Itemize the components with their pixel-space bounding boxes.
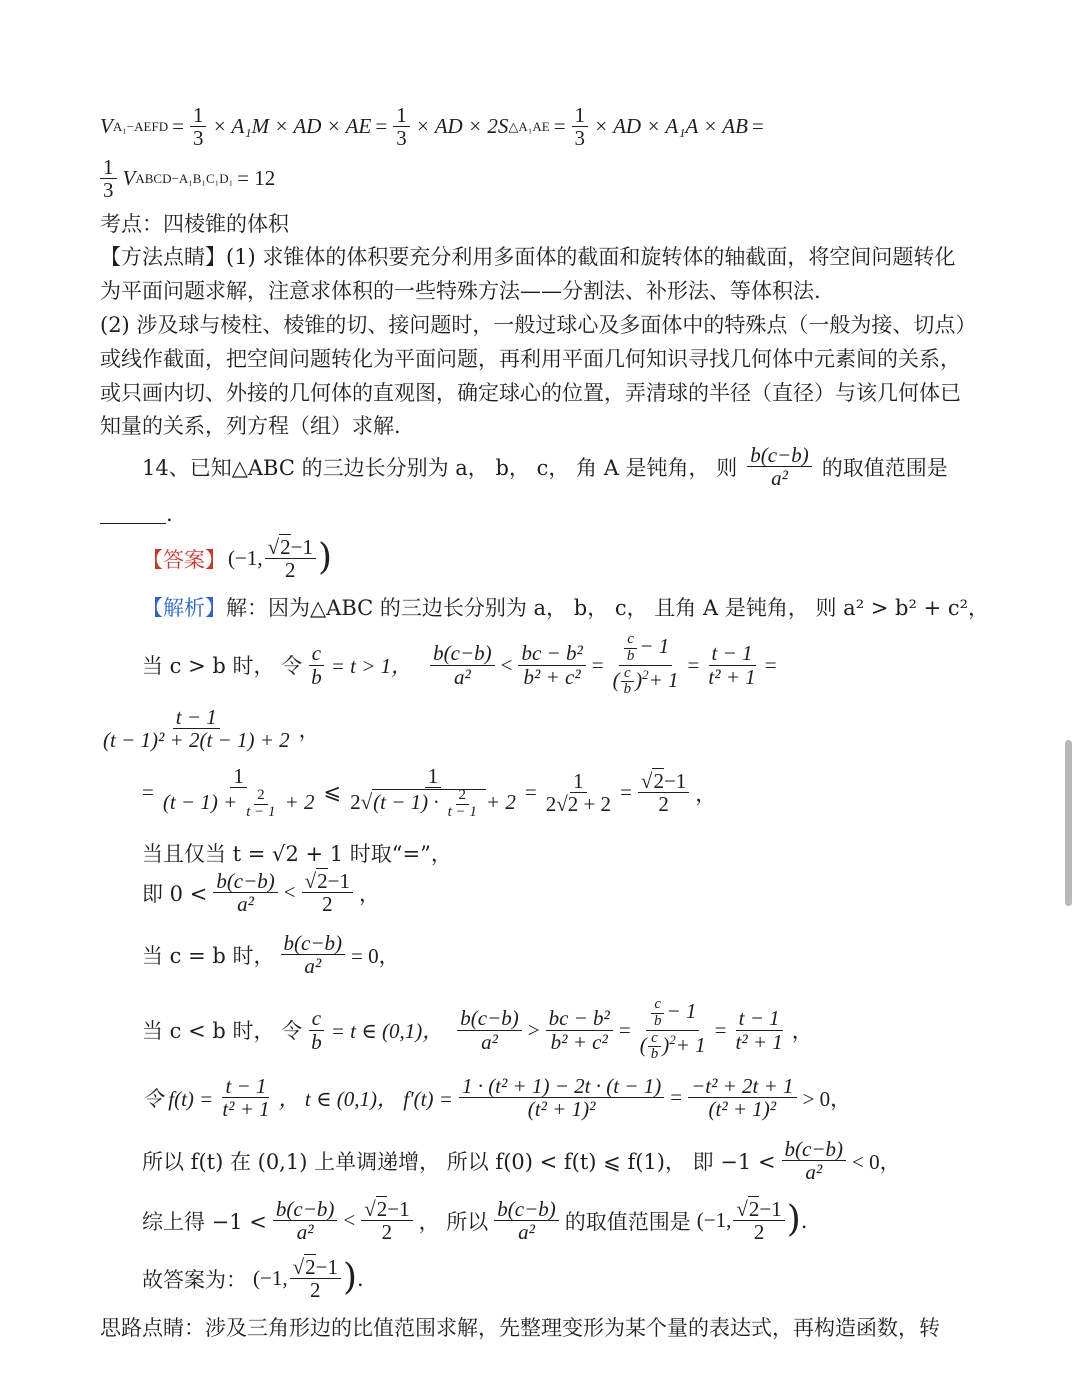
sqrt-radicand: 2: [305, 1255, 316, 1279]
analysis-line: [142, 592, 989, 622]
summary-post: 的取值范围是: [564, 1209, 691, 1234]
frac-num: b(c−b): [430, 642, 494, 665]
frac-num: bc − b²: [546, 1007, 613, 1030]
case-c-eq-b: [142, 932, 400, 977]
product-term-2: × AD × 2S: [415, 114, 509, 139]
case-c-lt-b: [142, 997, 813, 1063]
one-third-fraction: [100, 156, 117, 201]
scrollbar[interactable]: [1065, 740, 1072, 906]
sqrt-fraction: $\frac{√2-1}{2}$: [265, 536, 316, 581]
interval-close: ): [342, 1257, 358, 1299]
frac-den: a²: [453, 664, 471, 689]
answer-blank: [100, 505, 166, 524]
sqrt-radicand: 2: [748, 1197, 760, 1221]
frac-den: t² + 1: [222, 1097, 270, 1122]
sqrt-fraction: $\frac{√2-1}{2}$: [733, 1198, 784, 1243]
frac-num: c: [309, 1007, 324, 1030]
expression-fraction: [273, 1198, 337, 1243]
frac-den: 3: [396, 126, 407, 151]
frac-den: b: [626, 647, 635, 664]
frac-den: b: [311, 1029, 322, 1054]
equals: =: [375, 114, 388, 139]
frac-num: −t² + 2t + 1: [688, 1075, 796, 1098]
minus-one: − 1: [666, 999, 697, 1024]
function-def: 令 f(t) =: [142, 1086, 214, 1111]
frac-den: b² + c²: [523, 664, 581, 689]
case-label: 当 c > b 时， 令: [142, 654, 303, 678]
frac-den: 3: [103, 178, 114, 203]
frac-den: 3: [192, 126, 204, 151]
range-result-line: [142, 870, 380, 915]
square: 2: [642, 666, 649, 682]
frac-num: 1: [230, 765, 247, 788]
expression-fraction: [494, 1198, 558, 1243]
volume-continuation-line: $\frac{1}{3}$ V ABCD−A₁B₁C₁D₁ = 12: [100, 156, 275, 201]
derivative-line: [142, 1075, 851, 1120]
frac-num: 1: [393, 104, 410, 127]
frac-den: t − 1: [447, 803, 477, 820]
volume-symbol: V: [100, 114, 113, 139]
case-c-gt-b: [142, 632, 777, 698]
final-answer-line: [142, 1256, 364, 1301]
equals: =: [687, 652, 700, 677]
cb-ratio-fraction: $\frac{c}{b}$ − 1 ( $\frac{c}{b}$ )$^2$+ 1: [639, 996, 706, 1063]
frac-den: a²: [304, 954, 322, 979]
frac-den: a²: [481, 1029, 498, 1054]
minus-one: − 1: [639, 634, 670, 659]
frac-den: 2: [285, 558, 296, 583]
radicand: (t − 1) ·: [373, 790, 439, 815]
less-than: <: [500, 652, 513, 677]
summary-prefix: 综上得 −1 <: [142, 1209, 267, 1234]
frac-num: 1: [190, 104, 207, 127]
product-term-1: × A₁M × AD × AE: [212, 114, 372, 139]
frac-num: b(c−b): [281, 932, 345, 955]
frac-num: t − 1: [736, 1007, 783, 1030]
case-label: 当 c = b 时，: [142, 943, 275, 968]
denominator-part: (t − 1) +: [162, 790, 238, 815]
minus-one: −1: [315, 1255, 338, 1279]
coefficient-two: 2: [350, 790, 361, 815]
frac-num: bc − b²: [518, 642, 585, 665]
frac-den: 2: [310, 1278, 321, 1303]
positive: > 0，: [802, 1086, 852, 1111]
frac-den: a²: [296, 1220, 314, 1245]
plus-one: + 1: [648, 667, 679, 692]
method-line-4: 或线作截面，把空间问题转化为平面问题，再利用平面几何知识寻找几何体中元素间的关系，: [100, 347, 961, 371]
frac-num: t − 1: [709, 642, 756, 665]
bc-fraction: [546, 1007, 613, 1052]
sqrt-fraction: $\frac{√2-1}{2}$: [302, 870, 353, 915]
frac-num: c: [624, 632, 637, 649]
t-fraction: [219, 1075, 272, 1120]
minus-one: −1: [663, 769, 687, 794]
plus-two: + 2: [485, 790, 516, 815]
frac-num: c: [309, 642, 324, 665]
frac-den: (t − 1)² + 2(t − 1) + 2: [103, 728, 290, 753]
monotonic-text: 所以 f(t) 在 (0,1) 上单调递增， 所以 f(0) < f(t) ⩽ f(1)， 即 −1 <: [142, 1149, 776, 1174]
equals: =: [670, 1085, 683, 1110]
one-third-fraction: [393, 104, 410, 149]
equals: =: [764, 652, 777, 677]
equality-condition: 当且仅当 t = √2 + 1 时取“=”，: [142, 842, 452, 866]
frac-num: 1: [572, 104, 589, 127]
amgm-left-fraction: [160, 765, 318, 821]
minus-one: −1: [759, 1197, 782, 1221]
derivative-def: ， t ∈ (0,1)， f′(t) =: [278, 1086, 453, 1111]
frac-den: a²: [805, 1160, 823, 1185]
answer-blank-line: [100, 502, 173, 526]
equals: =: [524, 780, 537, 805]
amgm-right-fraction: 1 2√(t − 1) · $\frac{2}{t - 1}$ + 2: [350, 764, 516, 820]
less-equal: ⩽: [323, 780, 342, 805]
summary-line: [142, 1198, 807, 1243]
c-over-b: [308, 642, 325, 687]
volume-value: = 12: [237, 166, 276, 191]
equals: =: [620, 780, 632, 805]
frac-den: a²: [771, 466, 788, 491]
equals: =: [751, 114, 764, 139]
frac-den: b: [623, 681, 632, 698]
t-fraction: [705, 642, 758, 687]
sqrt-fraction: $\frac{√2-1}{2}$: [638, 770, 689, 815]
substitution-line: [100, 706, 320, 751]
plus-one: + 1: [675, 1032, 706, 1057]
square: 2: [669, 1031, 676, 1047]
expression-fraction: [457, 1007, 521, 1052]
one-third-fraction: [190, 104, 207, 149]
frac-den: a²: [518, 1220, 535, 1245]
thinking-line: 思路点睛：涉及三角形边的比值范围求解，先整理变形为某个量的表达式，再构造函数，转: [100, 1316, 940, 1340]
question-stem: 14、已知△ABC 的三边长分别为 a， b， c， 角 A 是钝角， 则: [142, 455, 738, 480]
interval-start: (−1,: [228, 546, 263, 571]
volume-formula-line: V A₁−AEFD = $\frac{1}{3}$ × A₁M × AD × AE = $\frac{1}{3}$ × AD × 2S △A₁AE = $\frac{1}{3}$ × AD × A₁A × AB =: [100, 103, 764, 151]
analysis-tag: 【解析】: [142, 596, 226, 620]
frac-num: b(c−b): [494, 1198, 558, 1221]
equals: =: [553, 114, 566, 139]
plus-two: + 2: [284, 790, 315, 815]
answer-line: [142, 536, 332, 581]
comma: ，: [695, 781, 717, 806]
frac-den: 2: [322, 892, 333, 917]
frac-num: b(c−b): [782, 1138, 846, 1161]
one-third-fraction: [572, 104, 589, 149]
interval-close: ): [317, 537, 333, 579]
sqrt-radicand: 2: [376, 1197, 388, 1221]
cb-ratio-fraction: $\frac{c}{b}$ − 1 ( $\frac{c}{b}$ )$^2$+ 1: [612, 631, 679, 698]
analysis-text: 解：因为△ABC 的三边长分别为 a， b， c， 且角 A 是钝角， 则 a² > b² + c²，: [226, 596, 990, 620]
t-condition: = t > 1，: [330, 654, 413, 678]
greater-than: >: [527, 1017, 540, 1042]
method-line-2: 为平面问题求解，注意求体积的一些特殊方法——分割法、补形法、等体积法.: [100, 279, 821, 303]
less-than-zero: < 0，: [852, 1149, 901, 1174]
frac-num: 2: [254, 788, 268, 805]
expression-fraction: [430, 642, 494, 687]
equals: =: [714, 1017, 727, 1042]
frac-num: c: [648, 1031, 661, 1048]
equals: =: [618, 1017, 631, 1042]
t-fraction: [732, 1007, 785, 1052]
expression-fraction: [747, 444, 811, 489]
frac-den: b² + c²: [550, 1029, 608, 1054]
period: .: [166, 502, 173, 526]
frac-num: c: [651, 997, 664, 1014]
sqrt-radicand: 2: [653, 769, 664, 794]
frac-den: 2: [658, 792, 669, 817]
minus-one: −1: [387, 1197, 410, 1221]
answer-tag: 【答案】: [142, 547, 226, 572]
frac-num: b(c−b): [747, 444, 811, 467]
less-than: <: [283, 880, 296, 905]
volume-symbol: V: [122, 166, 136, 191]
equals: =: [172, 114, 184, 139]
summary-mid: ， 所以: [418, 1209, 489, 1234]
period: .: [357, 1266, 364, 1291]
method-line-3: (2) 涉及球与棱柱、棱锥的切、接问题时，一般过球心及多面体中的特殊点（一般为接、切点）: [100, 313, 977, 337]
frac-num: b(c−b): [213, 870, 277, 893]
frac-den: t² + 1: [735, 1029, 783, 1054]
comma: ，: [298, 717, 320, 742]
frac-num: c: [621, 666, 634, 683]
interval-start: (−1,: [696, 1208, 732, 1233]
comma: ，: [359, 881, 381, 906]
frac-num: 1: [425, 765, 442, 788]
frac-den: b: [653, 1012, 662, 1029]
frac-den: b: [650, 1046, 659, 1063]
less-than: <: [343, 1208, 356, 1233]
amgm-line: [142, 765, 716, 821]
method-line-5: 或只画内切、外接的几何体的直观图，确定球心的位置，弄清球的半径（直径）与该几何体已: [100, 381, 961, 405]
equals-zero: = 0，: [351, 943, 400, 968]
frac-num: 2: [456, 788, 470, 805]
period: .: [800, 1208, 808, 1233]
substituted-fraction: [100, 706, 293, 751]
question-tail: 的取值范围是: [821, 455, 948, 480]
equals: =: [142, 780, 154, 805]
sqrt-radicand: 2: [317, 869, 328, 893]
frac-den: t² + 1: [708, 664, 756, 689]
frac-den: 2√2 + 2: [545, 792, 612, 817]
bc-fraction: [518, 642, 585, 687]
frac-den: (t² + 1)²: [708, 1097, 777, 1122]
comma: ，: [791, 1019, 813, 1043]
interval-close: ): [786, 1199, 801, 1241]
final-prefix: 故答案为：: [142, 1267, 247, 1292]
c-over-b: [308, 1007, 325, 1052]
frac-den: b: [311, 664, 322, 689]
monotonic-line: [142, 1138, 901, 1183]
frac-den: 2: [381, 1220, 393, 1245]
sqrt-radicand: 2: [280, 535, 291, 559]
expression-fraction: [281, 932, 345, 977]
kaodian-line: 考点：四棱锥的体积: [100, 212, 289, 236]
expression-fraction: [782, 1138, 846, 1183]
frac-den: 3: [574, 126, 586, 151]
frac-den: t − 1: [246, 803, 276, 820]
t-condition: = t ∈ (0,1)，: [330, 1019, 444, 1043]
frac-num: b(c−b): [457, 1007, 521, 1030]
frac-den: (t² + 1)²: [527, 1097, 596, 1122]
derivative-fraction: [459, 1075, 664, 1120]
interval-start: (−1,: [253, 1266, 288, 1291]
frac-den: 2: [753, 1220, 765, 1245]
frac-num: 1 · (t² + 1) − 2t · (t − 1): [459, 1075, 664, 1098]
range-prefix: 即 0 <: [142, 881, 208, 906]
frac-num: 1: [570, 770, 587, 793]
simplified-derivative: [688, 1075, 796, 1120]
frac-num: 1: [100, 156, 117, 179]
frac-num: b(c−b): [273, 1198, 337, 1221]
min-value-fraction: [543, 770, 614, 815]
expression-fraction: [213, 870, 277, 915]
frac-den: a²: [237, 892, 254, 917]
sqrt-fraction: $\frac{√2-1}{2}$: [361, 1198, 412, 1243]
product-term-3: × AD × A₁A × AB: [594, 114, 748, 139]
frac-num: t − 1: [222, 1075, 269, 1098]
method-line-6: 知量的关系，列方程（组）求解.: [100, 414, 401, 438]
question-14: [142, 444, 948, 489]
sqrt-fraction: $\frac{√2-1}{2}$: [290, 1256, 341, 1301]
minus-one: −1: [290, 535, 313, 559]
method-line-1: 【方法点睛】(1) 求锥体的体积要充分利用多面体的截面和旋转体的轴截面，将空间问题转化: [100, 245, 956, 269]
minus-one: −1: [327, 869, 351, 893]
frac-num: t − 1: [173, 706, 220, 729]
case-label: 当 c < b 时， 令: [142, 1019, 303, 1043]
equals: =: [591, 652, 604, 677]
